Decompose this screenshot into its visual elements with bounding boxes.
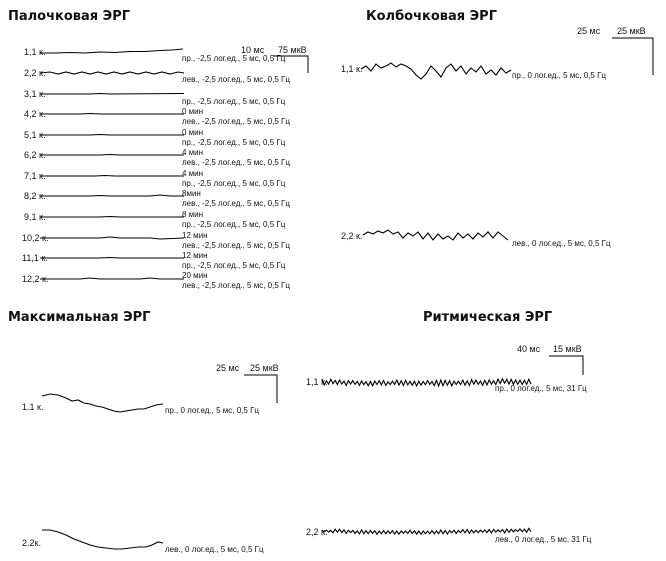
rod-trace-label: 8,2 к. — [24, 191, 46, 201]
cone-scale-amp: 25 мкВ — [617, 26, 646, 36]
rod-trace-label: 3,1 к. — [24, 89, 46, 99]
flicker-scale-amp: 15 мкВ — [553, 344, 582, 354]
rod-stimulus-note: лев., -2,5 лог.ед., 5 мс, 0,5 Гц — [182, 75, 290, 84]
rod-stimulus-note: пр., -2,5 лог.ед., 5 мс, 0,5 Гц — [182, 97, 286, 106]
rod-trace-4 — [40, 114, 184, 115]
rod-stimulus-note: пр., -2,5 лог.ед., 5 мс, 0,5 Гц — [182, 138, 286, 147]
rod-stimulus-note: пр., -2,5 лог.ед., 5 мс, 0,5 Гц — [182, 179, 286, 188]
rod-trace-11 — [40, 258, 184, 259]
cone-scale-time: 25 мс — [577, 26, 601, 36]
cone-stimulus-note: пр., 0 лог.ед., 5 мс, 0,5 Гц — [512, 71, 606, 80]
rod-trace-12 — [40, 278, 184, 279]
rod-trace-label: 11,1 к. — [22, 253, 48, 263]
maximal-scale-time: 25 мс — [216, 363, 240, 373]
rod-scale-time: 10 мс — [241, 45, 265, 55]
rod-scale-bar — [273, 56, 308, 73]
maximal-trace-2 — [42, 530, 163, 549]
rod-time-note: 20 мин — [182, 271, 208, 280]
cone-trace-label: 1,1 к. — [341, 64, 363, 74]
rod-trace-label: 6,2 к. — [24, 150, 46, 160]
rod-stimulus-note: лев., -2,5 лог.ед., 5 мс, 0,5 Гц — [182, 281, 290, 290]
flicker-trace-label: 1,1 к. — [306, 377, 328, 387]
rod-time-note: 12 мин — [182, 251, 208, 260]
cone-scale-bar — [612, 38, 653, 75]
rod-time-note: 8 мин — [182, 210, 204, 219]
rod-trace-label: 1,1 к. — [24, 47, 46, 57]
rod-stimulus-note: лев., -2,5 лог.ед., 5 мс, 0,5 Гц — [182, 117, 290, 126]
rod-time-note: 4 мин — [182, 148, 204, 157]
rod-trace-label: 12,2 к. — [22, 274, 49, 284]
maximal-stimulus-note: лев., 0 лог.ед., 5 мс, 0,5 Гц — [165, 545, 264, 554]
maximal-trace-label: 1.1 к. — [22, 402, 44, 412]
flicker-trace-1 — [322, 379, 531, 386]
rod-time-note: 0 мин — [182, 128, 204, 137]
rod-trace-2 — [40, 72, 184, 74]
rod-scale-amp: 75 мкВ — [278, 45, 307, 55]
rod-stimulus-note: лев., -2,5 лог.ед., 5 мс, 0,5 Гц — [182, 158, 290, 167]
maximal-scale-amp: 25 мкВ — [250, 363, 279, 373]
rod-trace-8 — [40, 195, 184, 196]
rod-stimulus-note: пр., -2,5 лог.ед., 5 мс, 0,5 Гц — [182, 261, 286, 270]
rod-trace-label: 9,1 к. — [24, 212, 46, 222]
rod-time-note: 4 мин — [182, 169, 204, 178]
rod-trace-3 — [40, 94, 184, 95]
rod-time-note: 0 мин — [182, 107, 204, 116]
rod-trace-1 — [40, 49, 183, 53]
rod-trace-label: 4,2 к. — [24, 109, 46, 119]
flicker-erg-title: Ритмическая ЭРГ — [423, 310, 553, 325]
maximal-erg-title: Максимальная ЭРГ — [8, 310, 151, 325]
rod-stimulus-note: пр., -2,5 лог.ед., 5 мс, 0,5 Гц — [182, 54, 286, 63]
rod-trace-9 — [40, 217, 184, 218]
maximal-trace-1 — [42, 394, 163, 412]
flicker-scale-bar — [549, 356, 583, 375]
maximal-trace-label: 2.2к. — [22, 538, 41, 548]
flicker-scale-time: 40 мс — [517, 344, 541, 354]
flicker-stimulus-note: лев., 0 лог.ед., 5 мс, 31 Гц — [495, 535, 592, 544]
rod-trace-label: 10,2 к. — [22, 233, 49, 243]
rod-trace-10 — [40, 237, 184, 239]
rod-trace-7 — [40, 176, 184, 177]
rod-trace-label: 2,2 к. — [24, 68, 46, 78]
cone-trace-1 — [361, 63, 511, 79]
rod-stimulus-note: лев., -2,5 лог.ед., 5 мс, 0,5 Гц — [182, 199, 290, 208]
rod-stimulus-note: лев., -2,5 лог.ед., 5 мс, 0,5 Гц — [182, 241, 290, 250]
rod-time-note: 12 мин — [182, 231, 208, 240]
rod-trace-label: 7,1 к. — [24, 171, 46, 181]
cone-trace-2 — [363, 230, 508, 240]
maximal-scale-bar — [244, 375, 277, 403]
cone-trace-label: 2,2 к. — [341, 231, 363, 241]
cone-erg-title: Колбочковая ЭРГ — [366, 9, 497, 24]
rod-time-note: 8мин — [182, 189, 201, 198]
cone-stimulus-note: лев., 0 лог.ед., 5 мс, 0,5 Гц — [512, 239, 611, 248]
rod-trace-5 — [40, 135, 184, 136]
flicker-trace-label: 2,2 к. — [306, 527, 328, 537]
rod-stimulus-note: пр., -2,5 лог.ед., 5 мс, 0,5 Гц — [182, 220, 286, 229]
rod-erg-title: Палочковая ЭРГ — [8, 9, 131, 24]
flicker-trace-2 — [322, 528, 531, 534]
maximal-stimulus-note: пр., 0 лог.ед., 5 мс, 0,5 Гц — [165, 406, 259, 415]
rod-trace-6 — [40, 155, 184, 156]
rod-trace-label: 5,1 к. — [24, 130, 46, 140]
flicker-stimulus-note: пр., 0 лог.ед., 5 мс, 31 Гц — [495, 384, 587, 393]
